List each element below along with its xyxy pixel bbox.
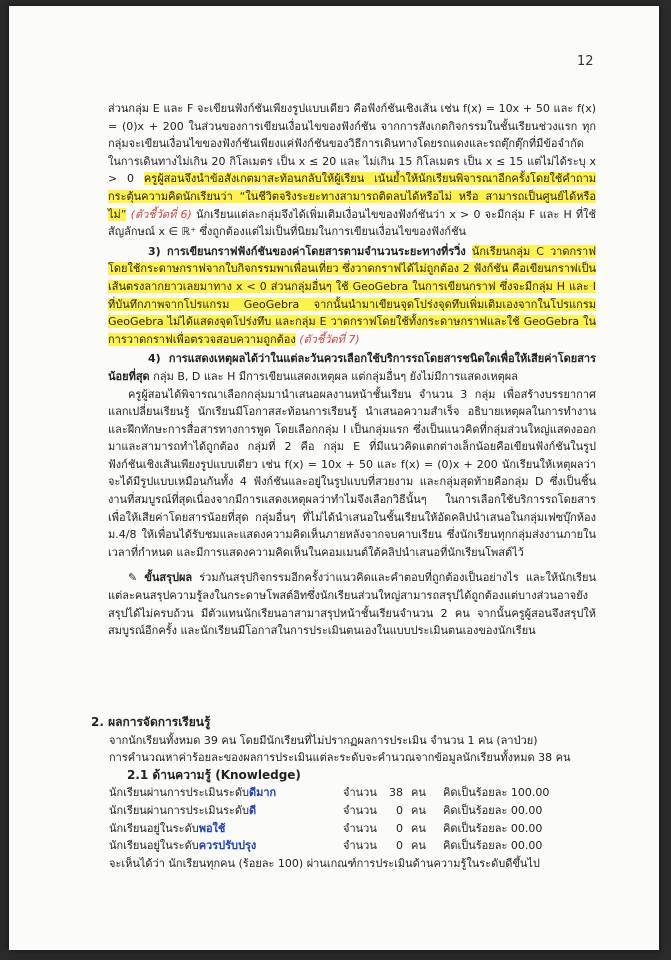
row-label: นักเรียนอยู่ในระดับพอใช้	[109, 821, 226, 835]
page-body	[108, 100, 596, 640]
table-row	[109, 837, 601, 855]
unit: คน	[411, 821, 426, 835]
item-heading: 3) การเขียนกราฟฟังก์ชันของค่าโดยสารตามจำนวนระยะทางที่รวิ่ง	[148, 244, 466, 258]
page-number: 12	[577, 54, 594, 69]
pencil-icon: ✎	[128, 571, 138, 585]
count-value: 38	[389, 786, 403, 800]
paragraph-summary	[108, 569, 596, 639]
percent: คิดเป็นร้อยละ 00.00	[443, 839, 543, 853]
unit: คน	[411, 839, 426, 853]
percent: คิดเป็นร้อยละ 100.00	[443, 786, 550, 800]
count-word: จำนวน	[343, 839, 377, 853]
count-value: 0	[396, 821, 403, 835]
level-text: ควรปรับปรุง	[198, 839, 257, 853]
level-text: ดีมาก	[248, 786, 277, 800]
count-word: จำนวน	[343, 821, 377, 835]
item-heading: 4) การแสดงเหตุผลได้ว่าในแต่ละวันควรเลือกใช้บริการรถโดยสารชนิดใดเพื่อให้เสียค่าโดยสารน้อยที่สุด	[108, 352, 596, 383]
unit: คน	[411, 803, 426, 817]
table-row	[109, 784, 601, 802]
summary-heading: ขั้นสรุปผล	[144, 571, 193, 585]
row-label: นักเรียนผ่านการประเมินระดับดีมาก	[109, 786, 277, 800]
paragraph-graphing	[108, 243, 596, 349]
highlighted-text: นักเรียนกลุ่ม C วาดกราฟโดยใช้กระดาษกราฟจากใบกิจกรรมพาเพื่อนเที่ยว ซึ่งวาดกราฟได้ไม่ถูกต้อง 2 ฟังก์ชัน คือเขียนกราฟเป็นเส้นตรงลากยาวเลยมาทาง x < 0 ส่วนกลุ่มอื่นๆ ใช้ GeoGebra ในการเขียนกราฟ ซึ่งจะมีกลุ่ม H และ I ที่บันทึกภาพจากโปรแกรม GeoGebra จากนั้นนำมาเขียนจุดโปร่งจุดทึบเพิ่มเติมเองจากในโปรแกรม GeoGebra ไม่ได้แสดงจุดโปร่งทึบ และกลุ่ม E วาดกราฟโดยใช้ทั้งกระดาษกราฟและใช้ GeoGebra ในการวาดกราฟเพื่อตรวจสอบความถูกต้อง	[108, 244, 596, 346]
table-row	[109, 802, 601, 820]
section-line: จากนักเรียนทั้งหมด 39 คน โดยมีนักเรียนที่ไม่ปรากฏผลการประเมิน จำนวน 1 คน (ลาป่วย)	[109, 733, 538, 747]
indicator-ref: (ตัวชี้วัดที่ 6)	[130, 207, 192, 221]
paragraph-text: นักเรียนแต่ละกลุ่มจึงได้เพิ่มเติมเงื่อนไขของฟังก์ชันว่า x > 0 จะมีกลุ่ม F และ H ที่ใช้สัญลักษณ์ x ∈ ℝ⁺ ซึ่งถูกต้องแต่ไม่เป็นที่นิยมในการเขียนเงื่อนไขของฟังก์ชัน	[108, 207, 597, 239]
table-row	[109, 820, 601, 838]
paragraph-text: ส่วนกลุ่ม E และ F จะเขียนฟังก์ชันเพียงรูปแบบเดียว คือฟังก์ชันเชิงเส้น เช่น f(x) = 10x + 50 และ f(x) = (0)x + 200 ในส่วนของการเขียนเงื่อนไขของฟังก์ชัน จากการสังเกตกิจกรรมในชั้นเรียนช่วงแรก ทุกกลุ่มจะเขียนเงื่อนไขของฟังก์ชันเพียงแค่ฟังก์ชันของวิธีการเดินทางโดยรถแดงและรถตุ๊กตุ๊กที่มีข้อจำกัดในการเดินทางไม่เกิน 20 กิโลเมตร เป็น x ≤ 20 และ ไม่เกิน 15 กิโลเมตร เป็น x ≤ 15 แต่ไม่ได้ระบุ x > 0	[108, 102, 596, 186]
count-value: 0	[396, 839, 403, 853]
unit: คน	[411, 786, 426, 800]
conclusion-text: จะเห็นได้ว่า นักเรียนทุกคน (ร้อยละ 100) ผ่านเกณฑ์การประเมินด้านความรู้ในระดับดีขึ้นไป	[109, 856, 540, 870]
paragraph-text: ร่วมกันสรุปกิจกรรมอีกครั้งว่าแนวคิดและคำตอบที่ถูกต้องเป็นอย่างไร และให้นักเรียนแต่ละคนสรุปความรู้ลงในกระดาษโพสต์อิทซึ่งนักเรียนส่วนใหญ่สามารถสรุปได้ถูกต้องแต่บางส่วนอาจยังสรุปได้ไม่ครบถ้วน มีตัวแทนนักเรียนอาสามาสรุปหน้าชั้นเรียนจำนวน 2 คน จากนั้นครูผู้สอนจึงสรุปให้สมบูรณ์อีกครั้ง และนักเรียนมีโอกาสในการประเมินตนเองในแบบประเมินตนเองของนักเรียน	[108, 571, 596, 638]
level-text: พอใช้	[198, 821, 226, 835]
row-label: นักเรียนอยู่ในระดับควรปรับปรุง	[109, 839, 257, 853]
results-table	[91, 784, 601, 872]
count-value: 0	[396, 803, 403, 817]
subsection-title: 2.1 ด้านความรู้ (Knowledge)	[127, 767, 301, 782]
paragraph-text: กลุ่ม B, D และ H มีการเขียนแสดงเหตุผล แต่กลุ่มอื่นๆ ยังไม่มีการแสดงเหตุผล	[149, 369, 518, 383]
section-title: 2. ผลการจัดการเรียนรู้	[91, 715, 211, 729]
count-word: จำนวน	[343, 803, 377, 817]
highlighted-text: ครูผู้สอนจึงนำข้อสังเกตมาสะท้อนกลับให้ผู้เรียน เน้นย้ำให้นักเรียนพิจารณาอีกครั้งโดยใช้คำถามกระตุ้นความคิดนักเรียนว่า “ในชีวิตจริงระยะทางสามารถติดลบได้หรือไม่ หรือ สามารถเป็นศูนย์ได้หรือไม่”	[108, 172, 596, 221]
document-page	[9, 6, 659, 950]
indicator-ref: (ตัวชี้วัดที่ 7)	[299, 332, 360, 346]
percent: คิดเป็นร้อยละ 00.00	[443, 821, 543, 835]
percent: คิดเป็นร้อยละ 00.00	[443, 803, 543, 817]
paragraph-function-conditions	[108, 100, 596, 241]
count-word: จำนวน	[343, 786, 377, 800]
results-section	[91, 714, 601, 872]
paragraph-reasoning	[108, 350, 596, 385]
section-line: การคำนวณหาค่าร้อยละของผลการประเมินแต่ละระดับจะคำนวณจากข้อมูลนักเรียนทั้งหมด 38 คน	[109, 751, 571, 765]
row-label: นักเรียนผ่านการประเมินระดับดี	[109, 803, 257, 817]
paragraph-presentation: ครูผู้สอนได้พิจารณาเลือกกลุ่มมานำเสนอผลงานหน้าชั้นเรียน จำนวน 3 กลุ่ม เพื่อสร้างบรรยากาศแลกเปลี่ยนเรียนรู้ นักเรียนมีโอกาสสะท้อนการเรียนรู้ นำเสนอความสำเร็จ อธิบายเหตุผลในการทำงาน และฝึกทักษะการสื่อสารทางการพูด โดยเลือกกลุ่ม I เป็นกลุ่มแรก ซึ่งเป็นแนวคิดที่กลุ่มส่วนใหญ่แสดงออกมาและสามารถทำได้ถูกต้อง กลุ่มที่ 2 คือ กลุ่ม E ที่มีแนวคิดแตกต่างเล็กน้อยคือเขียนฟังก์ชันในรูปฟังก์ชันเชิงเส้นเพียงรูปแบบเดียว เช่น f(x) = 10x + 50 และ f(x) = (0)x + 200 นักเรียนให้เหตุผลว่าจะได้มีรูปแบบเหมือนกันทั้ง 4 ฟังก์ชันและอยู่ในรูปแบบที่สวยงาม และกลุ่มสุดท้ายคือกลุ่ม D ซึ่งเป็นชิ้นงานที่สมบูรณ์ที่สุดเนื่องจากมีการแสดงเหตุผลว่าทำไมจึงเลือกวิธีนั้นๆ ในการเลือกใช้บริการรถโดยสารเพื่อให้เสียค่าโดยสารน้อยที่สุด กลุ่มอื่นๆ ที่ไม่ได้นำเสนอในชั้นเรียนให้อัดคลิปนำเสนอในกลุ่มเฟซบุ๊กห้อง ม.4/8 ให้เพื่อนได้รับชมและแสดงความคิดเห็นภายหลังจากจบคาบเรียน ซึ่งนักเรียนทุกกลุ่มส่งงานภายในเวลาที่กำหนด และมีการแสดงความคิดเห็นในคอมเมนต์ใต้คลิปนำเสนอที่นักเรียนโพสต์ไว้	[108, 387, 596, 559]
level-text: ดี	[248, 803, 257, 817]
